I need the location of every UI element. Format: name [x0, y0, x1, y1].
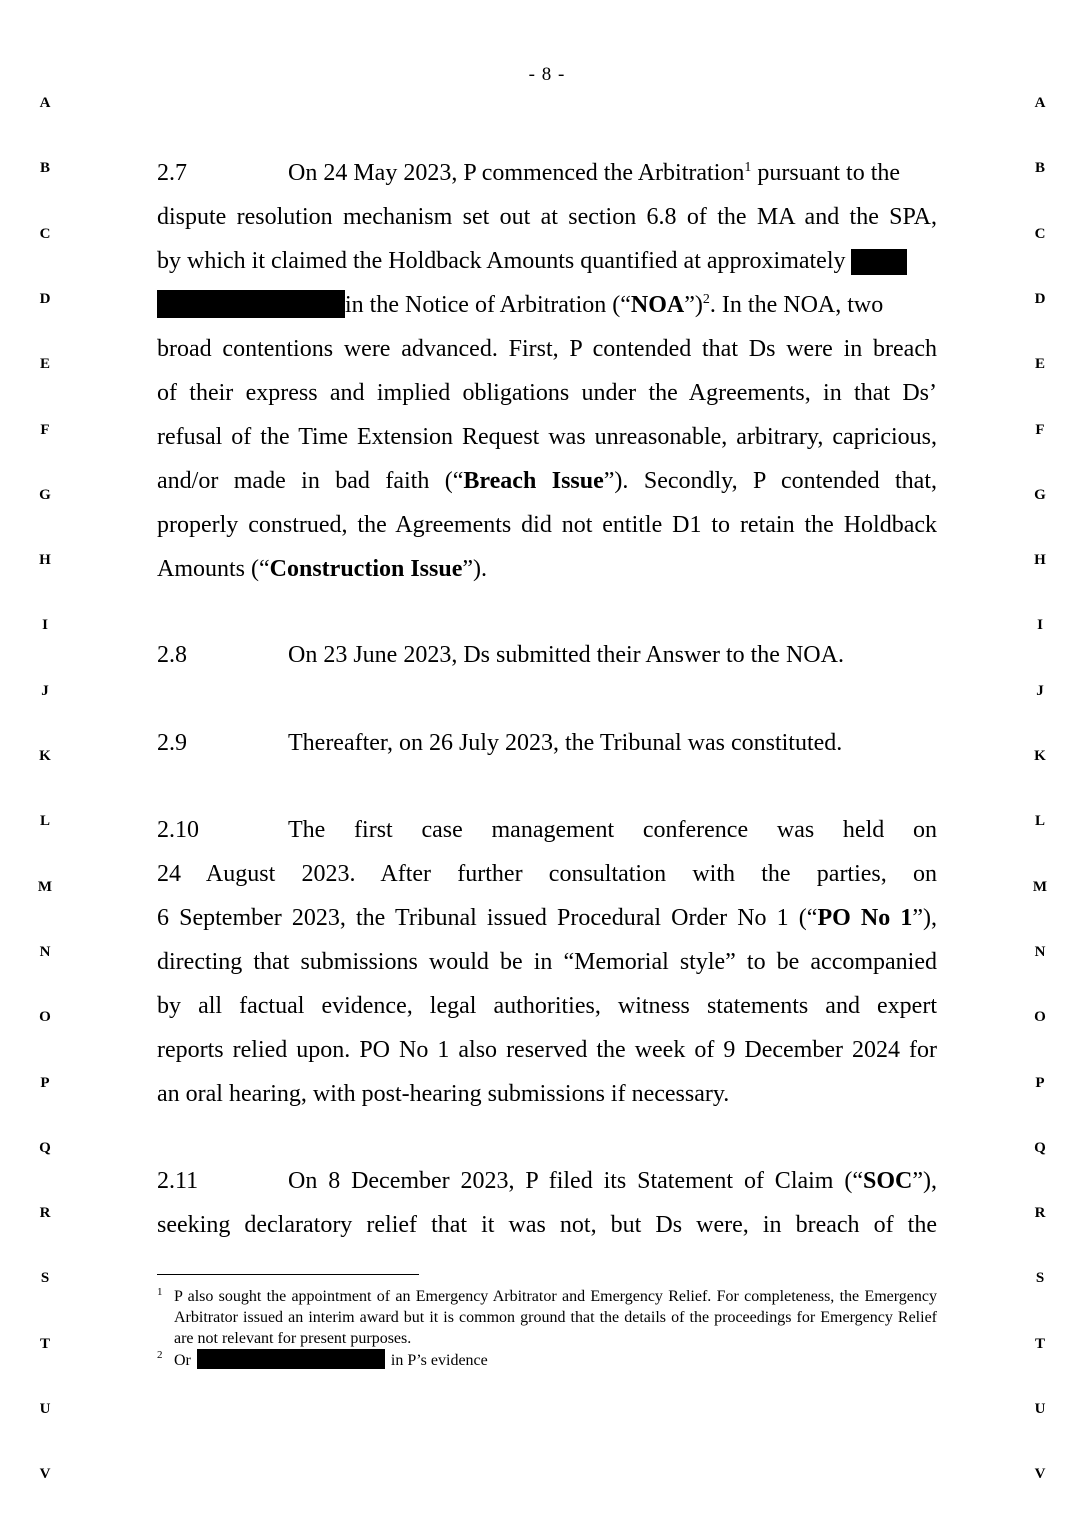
paragraph-line: by all factual evidence, legal authorities, witness statements and expert — [157, 993, 937, 1019]
paragraph-2-7 — [157, 151, 937, 591]
paragraph-2-11 — [157, 1159, 937, 1247]
paragraph-line: reports relied upon. PO No 1 also reserved the week of 9 December 2024 for — [157, 1037, 937, 1063]
margin-letter: R — [39, 1205, 51, 1221]
paragraph-text: 6 September 2023, the Tribunal issued Procedural Order No 1 (“ — [157, 905, 818, 931]
paragraph-number: 2.9 — [157, 730, 187, 756]
paragraph-line: 24 August 2023. After further consultation with the parties, on — [157, 861, 937, 887]
margin-letter: E — [39, 356, 50, 372]
paragraph-number: 2.10 — [157, 817, 199, 843]
redaction-block — [157, 290, 345, 318]
paragraph-text: ”), — [912, 1168, 937, 1194]
margin-letter: N — [1034, 944, 1046, 960]
paragraph-2-8 — [157, 633, 937, 677]
paragraph-line: refusal of the Time Extension Request was unreasonable, arbitrary, capricious, — [157, 424, 937, 450]
paragraph-number: 2.7 — [157, 160, 187, 186]
margin-letter: I — [42, 617, 48, 633]
margin-letter: L — [39, 813, 50, 829]
paragraph-text: pursuant to the — [751, 160, 901, 186]
margin-letter: A — [1034, 95, 1046, 111]
margin-letter: F — [40, 422, 50, 438]
footnote-text: in P’s evidence — [390, 1352, 488, 1369]
margin-letter: V — [39, 1466, 51, 1482]
margin-letter: V — [1034, 1466, 1046, 1482]
margin-letter: P — [1035, 1075, 1045, 1091]
margin-letter: U — [1034, 1401, 1046, 1417]
margin-letter: O — [39, 1009, 51, 1025]
paragraph-line: an oral hearing, with post-hearing submissions if necessary. — [157, 1081, 730, 1107]
paragraph-text: On 8 December 2023, P filed its Statement of Claim (“ — [288, 1168, 863, 1194]
paragraph-text: On 24 May 2023, P commenced the Arbitration — [288, 160, 745, 186]
defined-term: PO No 1 — [817, 905, 913, 931]
paragraph-text: and/or made in bad faith (“ — [157, 468, 464, 494]
margin-letter: S — [40, 1270, 50, 1286]
footnote-separator — [157, 1274, 419, 1275]
margin-letter: D — [39, 291, 51, 307]
margin-letter: M — [37, 879, 53, 895]
paragraph-number: 2.11 — [157, 1168, 199, 1194]
defined-term: NOA — [630, 292, 685, 318]
footnote-number: 2 — [157, 1349, 163, 1361]
footnote-text: Or — [174, 1352, 191, 1369]
margin-letter: G — [39, 487, 51, 503]
page-number: - 8 - — [528, 64, 566, 85]
margin-letter: Q — [39, 1140, 51, 1156]
paragraph-text: ”) — [684, 292, 703, 318]
margin-letter: N — [39, 944, 51, 960]
paragraph-2-9 — [157, 721, 937, 765]
margin-letter: B — [39, 160, 50, 176]
margin-letter: A — [39, 95, 51, 111]
paragraph-text: On 23 June 2023, Ds submitted their Answer to the NOA. — [288, 642, 844, 668]
margin-letter: S — [1035, 1270, 1045, 1286]
margin-letter: L — [1034, 813, 1045, 829]
footnote-ref-2[interactable]: 2 — [702, 292, 710, 307]
margin-letter: R — [1034, 1205, 1046, 1221]
paragraph-text: in the Notice of Arbitration (“ — [345, 292, 631, 318]
footnotes — [157, 1286, 937, 1371]
left-margin-letters — [32, 0, 62, 1528]
paragraph-text: Amounts (“ — [157, 556, 270, 582]
margin-letter: Q — [1034, 1140, 1046, 1156]
margin-letter: B — [1034, 160, 1045, 176]
redaction-block — [851, 249, 907, 275]
margin-letter: T — [39, 1336, 50, 1352]
paragraph-line: directing that submissions would be in “Memorial style” to be accompanied — [157, 949, 937, 975]
margin-letter: H — [1034, 552, 1046, 568]
paragraph-line: of their express and implied obligations under the Agreements, in that Ds’ — [157, 380, 937, 406]
footnote-2 — [157, 1349, 937, 1371]
margin-letter: I — [1037, 617, 1043, 633]
right-margin-letters — [1027, 0, 1057, 1528]
margin-letter: J — [1036, 683, 1044, 699]
paragraph-line: dispute resolution mechanism set out at section 6.8 of the MA and the SPA, — [157, 204, 937, 230]
margin-letter: U — [39, 1401, 51, 1417]
margin-letter: J — [41, 683, 49, 699]
paragraph-text: Thereafter, on 26 July 2023, the Tribunal was constituted. — [288, 730, 843, 756]
margin-letter: K — [1034, 748, 1046, 764]
footnote-1 — [157, 1286, 937, 1349]
margin-letter: K — [39, 748, 51, 764]
paragraph-text: . In the NOA, two — [709, 292, 884, 318]
paragraph-text: ”). Secondly, P contended that, — [603, 468, 937, 494]
footnote-text: P also sought the appointment of an Emergency Arbitrator and Emergency Relief. For completeness, the Emergency Arbitrator issued an interim award but it is common ground that the details of the proceedings for Emergency Relief are not relevant for present purposes. — [174, 1288, 937, 1347]
paragraph-number: 2.8 — [157, 642, 187, 668]
footnote-number: 1 — [157, 1286, 163, 1298]
margin-letter: E — [1034, 356, 1045, 372]
paragraph-text: The first case management conference was held on — [288, 817, 937, 843]
paragraph-text: ”), — [912, 905, 937, 931]
redaction-block — [197, 1349, 385, 1369]
paragraph-text: by which it claimed the Holdback Amounts quantified at approximately — [157, 248, 846, 274]
margin-letter: D — [1034, 291, 1046, 307]
paragraph-line: properly construed, the Agreements did not entitle D1 to retain the Holdback — [157, 512, 937, 538]
defined-term: SOC — [862, 1168, 913, 1194]
margin-letter: H — [39, 552, 51, 568]
defined-term: Construction Issue — [269, 556, 463, 582]
footnote-ref-1[interactable]: 1 — [744, 160, 752, 175]
margin-letter: G — [1034, 487, 1046, 503]
paragraph-text: ”). — [462, 556, 488, 582]
margin-letter: M — [1032, 879, 1048, 895]
margin-letter: T — [1034, 1336, 1045, 1352]
paragraph-line: seeking declaratory relief that it was not, but Ds were, in breach of the — [157, 1212, 937, 1238]
paragraph-line: broad contentions were advanced. First, P contended that Ds were in breach — [157, 336, 937, 362]
margin-letter: F — [1035, 422, 1045, 438]
paragraph-2-10 — [157, 808, 937, 1116]
margin-letter: O — [1034, 1009, 1046, 1025]
margin-letter: P — [40, 1075, 50, 1091]
defined-term: Breach Issue — [463, 468, 604, 494]
margin-letter: C — [1034, 226, 1046, 242]
margin-letter: C — [39, 226, 51, 242]
